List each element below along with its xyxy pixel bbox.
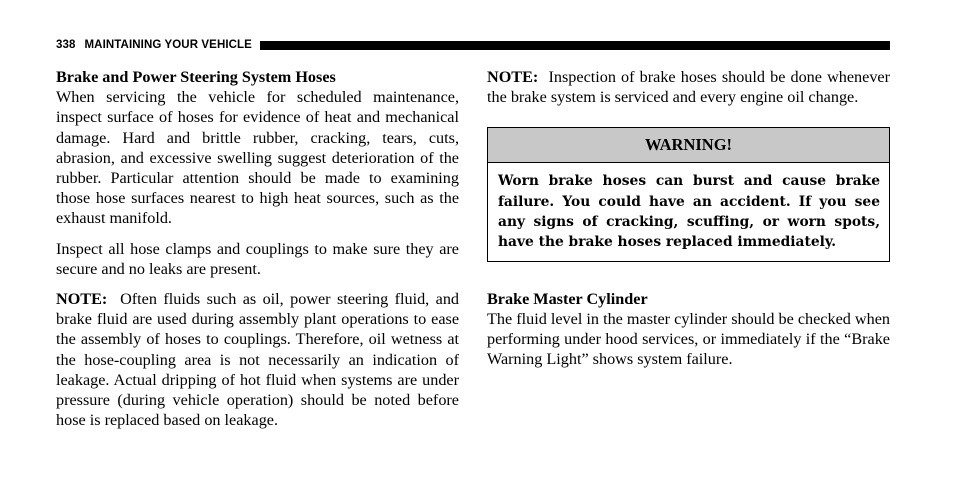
page-header bbox=[56, 38, 890, 52]
note-label: NOTE: bbox=[56, 290, 108, 309]
hoses-heading: Brake and Power Steering System Hoses bbox=[56, 68, 336, 86]
page-number: 338 bbox=[56, 39, 76, 51]
clamps-paragraph: Inspect all hose clamps and couplings to make sure they are secure and no leaks are present. bbox=[56, 239, 459, 278]
note-label: NOTE: bbox=[487, 68, 539, 86]
note-text: Inspection of brake hoses should be done whenever the brake system is serviced and every engine oil change. bbox=[487, 68, 890, 107]
hoses-note bbox=[56, 289, 459, 430]
warning-text: Worn brake hoses can burst and cause brake failure. You could have an accident. If you see any signs of cracking, scuffing, or worn spots, have the brake hoses replaced immediately. bbox=[498, 173, 880, 251]
master-cylinder-paragraph: The fluid level in the master cylinder should be checked when performing under hood services, or immediately if the “Brake Warning Light” shows system failure. bbox=[487, 309, 890, 369]
section-title: MAINTAINING YOUR VEHICLE bbox=[84, 39, 252, 51]
hoses-paragraph: When servicing the vehicle for scheduled maintenance, inspect surface of hoses for evidence of heat and mechanical damage. Hard and brittle rubber, cracking, tears, cuts, abrasion, and excessive swelling suggest deterioration of the rubber. Particular attention should be made to examining those hose surfaces nearest to high heat sources, such as the exhaust manifold. bbox=[56, 88, 459, 228]
inspection-note bbox=[487, 67, 890, 107]
note-text: Often fluids such as oil, power steering fluid, and brake fluid are used during assembly plant operations to ease the assembly of hoses to couplings. Therefore, oil wetness at the hose-coupling area is not necessarily an indication of leakage. Actual dripping of hot fluid when systems are under pressure (during vehicle operation) should be noted before hose is replaced based on leakage. bbox=[56, 290, 460, 430]
left-column bbox=[56, 67, 459, 430]
master-cylinder-heading: Brake Master Cylinder bbox=[487, 289, 648, 308]
header-rule bbox=[260, 41, 890, 50]
warning-title: WARNING! bbox=[488, 128, 889, 163]
warning-box bbox=[487, 127, 890, 261]
right-column bbox=[487, 67, 890, 369]
